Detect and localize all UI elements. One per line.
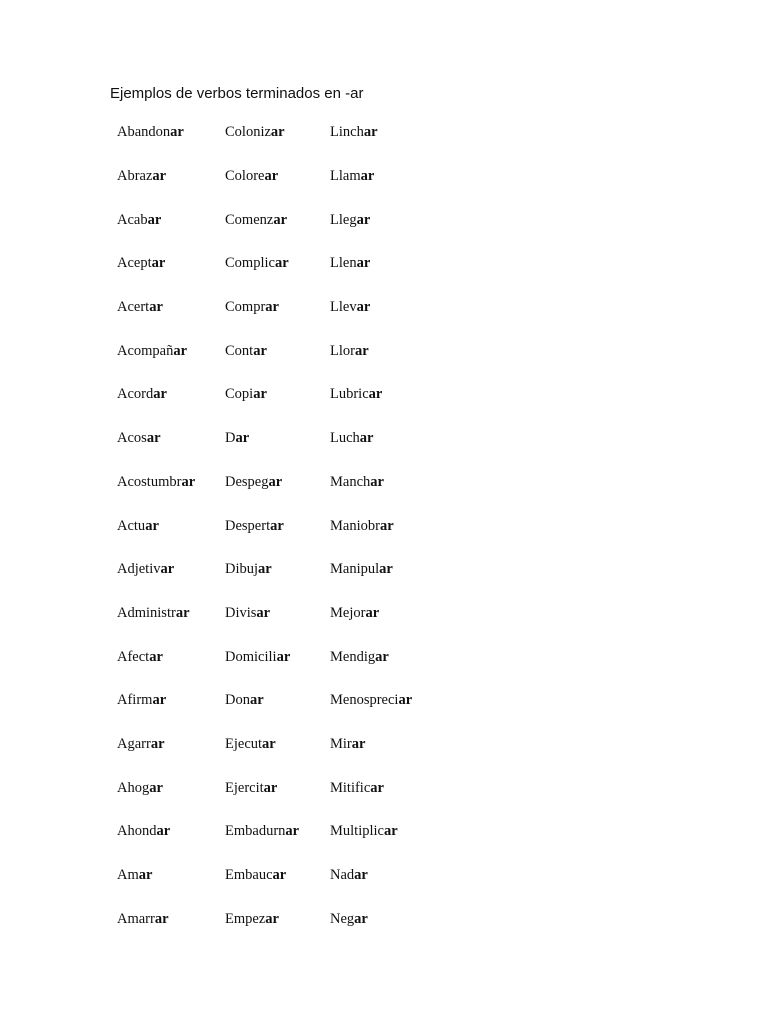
verb-stem: Administr (117, 604, 176, 621)
verb-cell (225, 474, 330, 491)
verb-ending: ar (370, 473, 384, 490)
verb-stem: Neg (330, 910, 355, 927)
verb-cell (117, 518, 225, 535)
verb-cell (330, 212, 450, 229)
verb-table (117, 111, 450, 941)
verb-ending: ar (270, 124, 285, 141)
verb-ending: ar (356, 211, 371, 228)
verb-ending: ar (181, 473, 196, 490)
verb-row (117, 635, 450, 679)
verb-ending: ar (375, 648, 389, 665)
verb-ending: ar (359, 430, 374, 447)
verb-ending: ar (170, 124, 184, 141)
verb-cell (225, 736, 330, 753)
verb-stem: Empez (225, 910, 266, 927)
verb-stem: Manipul (330, 561, 380, 578)
verb-ending: ar (173, 342, 188, 359)
verb-cell (117, 692, 225, 709)
verb-row (117, 766, 450, 810)
verb-stem: Mitific (330, 779, 371, 796)
verb-row (117, 504, 450, 548)
verb-ending: ar (273, 211, 288, 228)
verb-cell (225, 780, 330, 797)
verb-ending: ar (265, 910, 279, 927)
verb-cell (117, 212, 225, 229)
verb-ending: ar (175, 604, 190, 621)
verb-cell (117, 911, 225, 928)
verb-row (117, 592, 450, 636)
verb-stem: Copi (225, 386, 254, 403)
verb-cell (330, 124, 450, 141)
verb-stem: Ejercit (225, 779, 264, 796)
verb-row (117, 854, 450, 898)
verb-cell (330, 255, 450, 272)
verb-row (117, 242, 450, 286)
verb-ending: ar (256, 604, 271, 621)
verb-ending: ar (149, 648, 163, 665)
verb-stem: Acos (117, 430, 147, 447)
verb-stem: Embauc (225, 867, 273, 884)
verb-stem: Acept (117, 255, 152, 272)
verb-cell (330, 649, 450, 666)
verb-ending: ar (370, 779, 384, 796)
verb-stem: Adjetiv (117, 561, 161, 578)
verb-ending: ar (354, 867, 368, 884)
verb-row (117, 723, 450, 767)
verb-row (117, 461, 450, 505)
verb-stem: Menospreci (330, 692, 399, 709)
verb-row (117, 548, 450, 592)
verb-cell (330, 168, 450, 185)
verb-row (117, 198, 450, 242)
verb-stem: Colore (225, 168, 265, 185)
verb-cell (330, 692, 450, 709)
verb-ending: ar (368, 386, 383, 403)
verb-cell (225, 823, 330, 840)
verb-row (117, 810, 450, 854)
verb-cell (225, 911, 330, 928)
verb-cell (330, 518, 450, 535)
verb-ending: ar (360, 168, 375, 185)
verb-stem: Embadurn (225, 823, 286, 840)
verb-cell (225, 867, 330, 884)
verb-ending: ar (147, 211, 162, 228)
verb-ending: ar (138, 867, 153, 884)
verb-row (117, 417, 450, 461)
verb-cell (117, 343, 225, 360)
verb-stem: Divis (225, 604, 257, 621)
verb-row (117, 111, 450, 155)
verb-stem: Abandon (117, 124, 171, 141)
verb-stem: D (225, 430, 236, 447)
verb-cell (225, 692, 330, 709)
verb-ending: ar (145, 517, 159, 534)
verb-stem: Amarr (117, 910, 155, 927)
verb-ending: ar (264, 168, 279, 185)
verb-stem: Cont (225, 342, 254, 359)
verb-ending: ar (160, 561, 175, 578)
verb-ending: ar (274, 255, 289, 272)
verb-stem: Don (225, 692, 250, 709)
verb-cell (117, 255, 225, 272)
verb-stem: Llor (330, 342, 355, 359)
verb-cell (225, 649, 330, 666)
verb-cell (117, 124, 225, 141)
verb-stem: Despert (225, 517, 271, 534)
verb-cell (117, 823, 225, 840)
verb-stem: Acompañ (117, 342, 174, 359)
verb-stem: Mejor (330, 604, 366, 621)
verb-stem: Luch (330, 430, 360, 447)
verb-row (117, 329, 450, 373)
verb-ending: ar (152, 168, 167, 185)
verb-stem: Am (117, 867, 139, 884)
verb-cell (225, 255, 330, 272)
verb-ending: ar (272, 867, 287, 884)
verb-stem: Mir (330, 735, 352, 752)
verb-ending: ar (268, 473, 283, 490)
verb-stem: Comenz (225, 211, 274, 228)
verb-ending: ar (149, 299, 163, 316)
verb-stem: Nad (330, 867, 355, 884)
verb-ending: ar (153, 386, 167, 403)
verb-cell (117, 605, 225, 622)
verb-cell (330, 561, 450, 578)
verb-ending: ar (379, 517, 394, 534)
verb-stem: Dibuj (225, 561, 259, 578)
verb-ending: ar (263, 779, 278, 796)
verb-stem: Manch (330, 473, 371, 490)
verb-stem: Llam (330, 168, 361, 185)
verb-cell (117, 386, 225, 403)
verb-cell (330, 343, 450, 360)
verb-stem: Lubric (330, 386, 369, 403)
verb-ending: ar (354, 342, 369, 359)
verb-stem: Mendig (330, 648, 376, 665)
verb-ending: ar (262, 735, 276, 752)
verb-cell (225, 561, 330, 578)
verb-stem: Abraz (117, 168, 153, 185)
verb-cell (330, 823, 450, 840)
verb-stem: Actu (117, 517, 146, 534)
verb-ending: ar (150, 735, 165, 752)
verb-stem: Despeg (225, 473, 269, 490)
verb-cell (117, 867, 225, 884)
verb-row (117, 155, 450, 199)
verb-stem: Llev (330, 299, 357, 316)
verb-ending: ar (270, 517, 284, 534)
verb-cell (330, 867, 450, 884)
verb-stem: Ejecut (225, 735, 263, 752)
verb-cell (225, 605, 330, 622)
verb-ending: ar (356, 299, 371, 316)
verb-ending: ar (398, 692, 413, 709)
verb-cell (330, 299, 450, 316)
verb-ending: ar (253, 386, 267, 403)
verb-cell (225, 430, 330, 447)
verb-ending: ar (249, 692, 264, 709)
verb-stem: Multiplic (330, 823, 384, 840)
verb-cell (330, 430, 450, 447)
verb-stem: Agarr (117, 735, 151, 752)
verb-ending: ar (253, 342, 267, 359)
verb-cell (225, 168, 330, 185)
verb-ending: ar (258, 561, 272, 578)
verb-cell (225, 299, 330, 316)
verb-cell (117, 430, 225, 447)
verb-stem: Acord (117, 386, 154, 403)
verb-cell (117, 299, 225, 316)
verb-stem: Acert (117, 299, 150, 316)
verb-cell (117, 168, 225, 185)
verb-cell (330, 605, 450, 622)
verb-row (117, 373, 450, 417)
verb-ending: ar (363, 124, 378, 141)
verb-row (117, 897, 450, 941)
verb-stem: Compr (225, 299, 266, 316)
verb-cell (117, 780, 225, 797)
verb-stem: Ahond (117, 823, 157, 840)
verb-cell (117, 474, 225, 491)
verb-row (117, 286, 450, 330)
verb-ending: ar (354, 910, 368, 927)
verb-ending: ar (356, 255, 371, 272)
verb-stem: Complic (225, 255, 275, 272)
verb-cell (225, 343, 330, 360)
verb-cell (330, 386, 450, 403)
verb-stem: Acostumbr (117, 473, 182, 490)
verb-stem: Lleg (330, 211, 357, 228)
verb-row (117, 679, 450, 723)
document-title: Ejemplos de verbos terminados en -ar (110, 85, 364, 102)
verb-ending: ar (379, 561, 393, 578)
verb-cell (117, 736, 225, 753)
verb-stem: Coloniz (225, 124, 271, 141)
verb-ending: ar (152, 692, 167, 709)
verb-ending: ar (156, 823, 171, 840)
verb-stem: Ahog (117, 779, 150, 796)
verb-ending: ar (146, 430, 161, 447)
verb-cell (330, 911, 450, 928)
verb-ending: ar (149, 779, 163, 796)
verb-stem: Maniobr (330, 517, 380, 534)
verb-ending: ar (265, 299, 279, 316)
verb-cell (330, 736, 450, 753)
verb-ending: ar (383, 823, 398, 840)
verb-cell (117, 561, 225, 578)
verb-stem: Acab (117, 211, 148, 228)
verb-ending: ar (151, 255, 166, 272)
verb-stem: Afect (117, 648, 150, 665)
verb-cell (225, 212, 330, 229)
verb-stem: Afirm (117, 692, 153, 709)
verb-stem: Llen (330, 255, 357, 272)
verb-stem: Domicili (225, 648, 277, 665)
verb-cell (225, 518, 330, 535)
verb-ending: ar (285, 823, 300, 840)
verb-ending: ar (276, 648, 291, 665)
verb-cell (330, 474, 450, 491)
verb-cell (225, 124, 330, 141)
verb-cell (330, 780, 450, 797)
verb-ending: ar (154, 910, 169, 927)
verb-ending: ar (235, 430, 250, 447)
verb-cell (117, 649, 225, 666)
verb-ending: ar (365, 604, 380, 621)
verb-cell (225, 386, 330, 403)
verb-stem: Linch (330, 124, 364, 141)
verb-ending: ar (351, 735, 366, 752)
